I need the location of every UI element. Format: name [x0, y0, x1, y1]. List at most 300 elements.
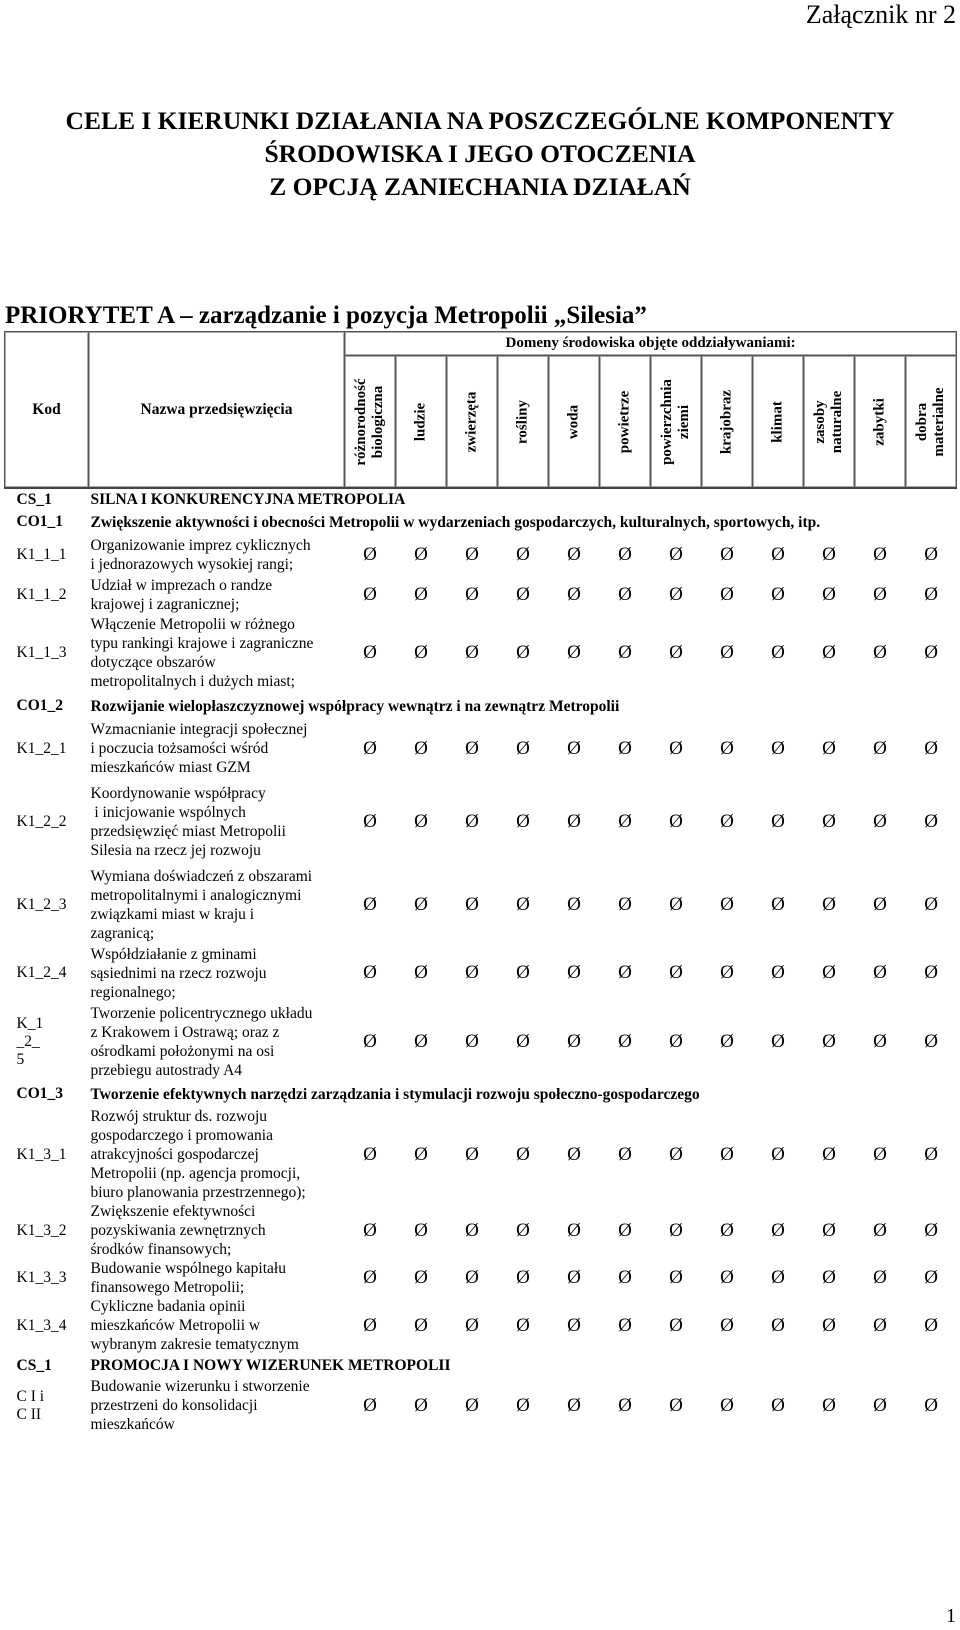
measure-name — [89, 1003, 345, 1081]
table-row — [5, 777, 957, 867]
no-impact-mark: Ø — [873, 1267, 887, 1288]
row-code: K1_3_3 — [16, 1269, 67, 1286]
no-impact-mark: Ø — [363, 811, 377, 832]
no-impact-mark: Ø — [618, 1394, 632, 1416]
table-row — [5, 867, 957, 943]
domain-label-line: biologiczna — [370, 385, 386, 458]
no-impact-mark: Ø — [771, 544, 785, 565]
no-impact-mark: Ø — [414, 1031, 428, 1052]
no-impact-mark: Ø — [720, 811, 734, 832]
no-impact-mark: Ø — [669, 1394, 683, 1416]
no-impact-mark: Ø — [822, 1314, 836, 1336]
domain-header-9 — [804, 356, 855, 489]
no-impact-mark: Ø — [924, 544, 938, 565]
measure-name — [89, 1202, 345, 1259]
domain-label-line: zasoby — [812, 399, 828, 444]
no-impact-mark: Ø — [618, 544, 632, 565]
domain-label-line: krajobraz — [718, 389, 735, 454]
no-impact-mark: Ø — [414, 811, 428, 832]
no-impact-mark: Ø — [924, 737, 938, 759]
no-impact-mark: Ø — [618, 737, 632, 759]
row-code: K1_2_2 — [16, 813, 67, 830]
no-impact-mark: Ø — [720, 1314, 734, 1336]
measure-name-line: typu rankingi krajowe i zagraniczne — [90, 635, 314, 652]
measure-name-line: Metropolii (np. agencja promocji, — [90, 1165, 301, 1182]
measure-name-line: z Krakowem i Ostrawą; oraz z — [90, 1024, 280, 1041]
no-impact-mark: Ø — [771, 737, 785, 759]
no-impact-mark: Ø — [414, 1394, 428, 1416]
measure-name — [89, 777, 345, 867]
no-impact-mark: Ø — [924, 811, 938, 832]
no-impact-mark: Ø — [822, 894, 836, 915]
no-impact-mark: Ø — [822, 544, 836, 565]
no-impact-mark: Ø — [873, 1219, 887, 1241]
no-impact-mark: Ø — [363, 1031, 377, 1052]
no-impact-mark: Ø — [465, 811, 479, 832]
no-impact-mark: Ø — [567, 894, 581, 915]
no-impact-mark: Ø — [771, 1031, 785, 1052]
no-impact-mark: Ø — [669, 544, 683, 565]
no-impact-mark: Ø — [414, 894, 428, 915]
measure-name-line: i poczucia tożsamości wśród — [90, 740, 269, 757]
no-impact-mark: Ø — [567, 642, 581, 663]
no-impact-mark: Ø — [363, 1314, 377, 1336]
no-impact-mark: Ø — [720, 1219, 734, 1241]
no-impact-mark: Ø — [363, 1394, 377, 1416]
no-impact-mark: Ø — [924, 1314, 938, 1336]
row-code: CS_1 — [16, 490, 52, 508]
document-title — [0, 104, 960, 203]
table-row — [5, 1259, 957, 1297]
measure-name-line: i inicjowanie wspólnych — [90, 804, 246, 821]
measure-name-line: mieszkańców miast GZM — [90, 759, 251, 776]
no-impact-mark: Ø — [363, 544, 377, 565]
domain-label-line: naturalne — [829, 390, 845, 453]
domain-label — [770, 401, 787, 443]
measure-name-line: Silesia na rzecz jej rozwoju — [90, 842, 261, 859]
measure-name — [89, 576, 345, 614]
row-code: K1_1_1 — [16, 546, 67, 563]
section-row — [5, 1081, 957, 1107]
title-line-1: CELE I KIERUNKI DZIAŁANIA NA POSZCZEGÓLNE KOMPONENTY — [65, 106, 895, 135]
no-impact-mark: Ø — [465, 1267, 479, 1288]
no-impact-mark: Ø — [618, 1143, 632, 1165]
measure-name-line: gospodarczego i promowania — [90, 1127, 273, 1144]
no-impact-mark: Ø — [771, 1143, 785, 1165]
no-impact-mark: Ø — [822, 642, 836, 663]
measure-name — [89, 1297, 345, 1354]
domain-label-line: różnorodność — [353, 377, 369, 466]
no-impact-mark: Ø — [822, 1394, 836, 1416]
measure-name-line: zagranicą; — [90, 925, 155, 942]
no-impact-mark: Ø — [567, 1143, 581, 1165]
domain-header-11 — [906, 356, 957, 489]
measure-name-line: Tworzenie policentrycznego układu — [90, 1005, 313, 1022]
no-impact-mark: Ø — [567, 1314, 581, 1336]
row-code: CS_1 — [16, 1356, 52, 1374]
table-row — [5, 1377, 957, 1434]
no-impact-mark: Ø — [669, 1219, 683, 1241]
row-code: CO1_3 — [16, 1085, 63, 1102]
measure-name-line: krajowej i zagranicznej; — [90, 596, 240, 613]
domain-header-8 — [753, 356, 804, 489]
no-impact-mark: Ø — [720, 642, 734, 663]
no-impact-mark: Ø — [822, 1267, 836, 1288]
no-impact-mark: Ø — [720, 962, 734, 983]
domain-header-10 — [855, 356, 906, 489]
table-row — [5, 1003, 957, 1081]
no-impact-mark: Ø — [669, 962, 683, 983]
section-row — [5, 1354, 957, 1377]
no-impact-mark: Ø — [720, 737, 734, 759]
no-impact-mark: Ø — [567, 1031, 581, 1052]
row-code: K1_3_4 — [16, 1316, 67, 1334]
no-impact-mark: Ø — [414, 1143, 428, 1165]
measure-name-line: atrakcyjności gospodarczej — [90, 1146, 259, 1163]
no-impact-mark: Ø — [669, 1314, 683, 1336]
table-row — [5, 1107, 957, 1202]
no-impact-mark: Ø — [873, 962, 887, 983]
no-impact-mark: Ø — [465, 642, 479, 663]
no-impact-mark: Ø — [924, 1219, 938, 1241]
measure-name-line: regionalnego; — [90, 983, 176, 1001]
domain-label-line: materialne — [931, 386, 948, 457]
domain-label-line: ziemi — [676, 404, 692, 439]
measure-name-line: przedsięwzięć miast Metropolii — [90, 823, 286, 840]
measure-name-line: mieszkańców Metropolii w — [90, 1317, 261, 1334]
domain-header-5 — [600, 356, 651, 489]
no-impact-mark: Ø — [618, 811, 632, 832]
domain-label — [872, 398, 889, 446]
no-impact-mark: Ø — [363, 894, 377, 915]
no-impact-mark: Ø — [924, 1031, 938, 1052]
no-impact-mark: Ø — [720, 1143, 734, 1165]
no-impact-mark: Ø — [465, 584, 479, 605]
measure-name-line: Wzmacnianie integracji społecznej — [90, 721, 308, 738]
row-code: CO1_1 — [16, 513, 63, 530]
measure-name-line: ośrodkami położonymi na osi — [90, 1043, 275, 1060]
measure-name-line: Włączenie Metropolii w różnego — [90, 616, 295, 633]
measure-name-line: metropolitalnych i dużych miast; — [90, 673, 295, 690]
measure-name-line: biuro planowania przestrzennego); — [90, 1184, 306, 1201]
no-impact-mark: Ø — [720, 894, 734, 915]
domain-header-2 — [447, 356, 498, 489]
domain-label-line: powierzchnia — [659, 378, 675, 465]
measure-name-line: i jednorazowych wysokiej rangi; — [90, 556, 294, 573]
table-row — [5, 534, 957, 576]
row-code: K1_3_2 — [16, 1221, 67, 1239]
no-impact-mark: Ø — [465, 1219, 479, 1241]
no-impact-mark: Ø — [618, 1314, 632, 1336]
no-impact-mark: Ø — [567, 962, 581, 983]
no-impact-mark: Ø — [771, 894, 785, 915]
no-impact-mark: Ø — [873, 1143, 887, 1165]
measure-name-line: Koordynowanie współpracy — [90, 785, 266, 802]
no-impact-mark: Ø — [720, 544, 734, 565]
no-impact-mark: Ø — [873, 737, 887, 759]
priority-heading: PRIORYTET A – zarządzanie i pozycja Metropolii „Silesia” — [5, 302, 647, 329]
domain-header-7 — [702, 356, 753, 489]
domain-header-4 — [549, 356, 600, 489]
no-impact-mark: Ø — [516, 1143, 530, 1165]
no-impact-mark: Ø — [465, 1394, 479, 1416]
measure-name-line: Cykliczne badania opinii — [90, 1298, 246, 1315]
page-number: 1 — [946, 1605, 956, 1627]
measure-name-line: Rozwój struktur ds. rozwoju — [90, 1108, 268, 1125]
no-impact-mark: Ø — [516, 1314, 530, 1336]
no-impact-mark: Ø — [516, 1031, 530, 1052]
domain-label — [464, 391, 481, 452]
table-row — [5, 943, 957, 1003]
domain-header-1 — [396, 356, 447, 489]
no-impact-mark: Ø — [873, 1031, 887, 1052]
no-impact-mark: Ø — [924, 1267, 938, 1288]
measure-name-line: Współdziałanie z gminami — [90, 945, 257, 963]
no-impact-mark: Ø — [567, 1219, 581, 1241]
domain-header-6 — [651, 356, 702, 489]
table-row — [5, 1202, 957, 1259]
no-impact-mark: Ø — [567, 1394, 581, 1416]
no-impact-mark: Ø — [516, 1394, 530, 1416]
domain-label — [719, 389, 736, 453]
measure-name-line: finansowego Metropolii; — [90, 1279, 245, 1296]
measure-name — [89, 614, 345, 692]
domain-label — [413, 402, 430, 440]
section-title: Rozwijanie wielopłaszczyznowej współpracy wewnątrz i na zewnątrz Metropolii — [90, 697, 620, 715]
measure-name-line: Budowanie wspólnego kapitału — [90, 1260, 286, 1277]
no-impact-mark: Ø — [465, 962, 479, 983]
no-impact-mark: Ø — [618, 642, 632, 663]
no-impact-mark: Ø — [720, 1031, 734, 1052]
no-impact-mark: Ø — [618, 1031, 632, 1052]
row-code: CO1_2 — [16, 697, 63, 714]
section-title: PROMOCJA I NOWY WIZERUNEK METROPOLII — [90, 1357, 451, 1374]
no-impact-mark: Ø — [465, 894, 479, 915]
no-impact-mark: Ø — [516, 642, 530, 663]
no-impact-mark: Ø — [618, 894, 632, 915]
section-title: SILNA I KONKURENCYJNA METROPOLIA — [90, 491, 406, 508]
domain-label-line: rośliny — [514, 399, 531, 444]
no-impact-mark: Ø — [516, 962, 530, 983]
no-impact-mark: Ø — [873, 544, 887, 565]
domain-label — [617, 390, 634, 452]
row-code: K1_3_1 — [16, 1145, 67, 1163]
no-impact-mark: Ø — [618, 584, 632, 605]
no-impact-mark: Ø — [618, 962, 632, 983]
section-row — [5, 488, 957, 510]
no-impact-mark: Ø — [618, 1219, 632, 1241]
title-line-3: Z OPCJĄ ZANIECHANIA DZIAŁAŃ — [269, 172, 691, 201]
no-impact-mark: Ø — [414, 1219, 428, 1241]
measure-name-line: Organizowanie imprez cyklicznych — [90, 537, 311, 554]
no-impact-mark: Ø — [465, 737, 479, 759]
no-impact-mark: Ø — [771, 811, 785, 832]
domain-label — [914, 387, 948, 456]
no-impact-mark: Ø — [567, 737, 581, 759]
domain-label-line: zwierzęta — [463, 391, 480, 452]
no-impact-mark: Ø — [465, 1143, 479, 1165]
no-impact-mark: Ø — [720, 584, 734, 605]
domain-label — [659, 379, 693, 465]
row-code: K1_1_2 — [16, 586, 67, 603]
no-impact-mark: Ø — [669, 894, 683, 915]
domain-label — [566, 404, 583, 438]
no-impact-mark: Ø — [822, 1031, 836, 1052]
no-impact-mark: Ø — [822, 1219, 836, 1241]
table-row — [5, 576, 957, 614]
no-impact-mark: Ø — [669, 811, 683, 832]
no-impact-mark: Ø — [822, 811, 836, 832]
measure-name — [89, 534, 345, 576]
no-impact-mark: Ø — [465, 1314, 479, 1336]
measure-name — [89, 867, 345, 943]
no-impact-mark: Ø — [414, 584, 428, 605]
no-impact-mark: Ø — [873, 642, 887, 663]
section-title: Tworzenie efektywnych narzędzi zarządzania i stymulacji rozwoju społeczno-gospodarczego — [90, 1085, 700, 1103]
row-code: K1_2_3 — [16, 896, 67, 913]
column-header-name: Nazwa przedsięwzięcia — [89, 332, 345, 489]
no-impact-mark: Ø — [618, 1267, 632, 1288]
no-impact-mark: Ø — [414, 544, 428, 565]
no-impact-mark: Ø — [771, 642, 785, 663]
no-impact-mark: Ø — [669, 1143, 683, 1165]
section-row — [5, 692, 957, 720]
measure-name-line: Udział w imprezach o randze — [90, 577, 273, 594]
no-impact-mark: Ø — [873, 1314, 887, 1336]
domain-label-line: powietrze — [616, 390, 633, 453]
table-row — [5, 720, 957, 777]
domain-header-0 — [345, 356, 396, 489]
no-impact-mark: Ø — [822, 962, 836, 983]
no-impact-mark: Ø — [771, 1267, 785, 1288]
measure-name-line: dotyczące obszarów — [90, 654, 216, 671]
measure-name-line: związkami miast w kraju i — [90, 906, 255, 923]
measures-table — [4, 331, 957, 1434]
domain-header-3 — [498, 356, 549, 489]
no-impact-mark: Ø — [822, 737, 836, 759]
measure-name-line: sąsiednimi na rzecz rozwoju — [90, 964, 267, 982]
measure-name — [89, 720, 345, 777]
domain-label — [353, 378, 387, 465]
no-impact-mark: Ø — [822, 1143, 836, 1165]
no-impact-mark: Ø — [567, 1267, 581, 1288]
no-impact-mark: Ø — [873, 811, 887, 832]
no-impact-mark: Ø — [516, 894, 530, 915]
measure-name-line: Zwiększenie efektywności — [90, 1203, 256, 1220]
domain-label-line: ludzie — [412, 402, 429, 441]
no-impact-mark: Ø — [363, 584, 377, 605]
measure-name — [89, 1107, 345, 1202]
row-code: K1_2_4 — [16, 964, 67, 981]
measure-name-line: mieszkańców — [90, 1416, 175, 1433]
domains-header: Domeny środowiska objęte oddziaływaniami: — [345, 332, 957, 356]
no-impact-mark: Ø — [567, 584, 581, 605]
measure-name-line: przestrzeni do konsolidacji — [90, 1397, 258, 1414]
domain-label — [812, 390, 846, 453]
domain-label-line: woda — [565, 404, 582, 439]
no-impact-mark: Ø — [363, 737, 377, 759]
no-impact-mark: Ø — [516, 811, 530, 832]
no-impact-mark: Ø — [567, 811, 581, 832]
no-impact-mark: Ø — [669, 584, 683, 605]
no-impact-mark: Ø — [873, 894, 887, 915]
no-impact-mark: Ø — [873, 1394, 887, 1416]
no-impact-mark: Ø — [924, 894, 938, 915]
no-impact-mark: Ø — [924, 584, 938, 605]
no-impact-mark: Ø — [465, 544, 479, 565]
measure-name-line: Wymiana doświadczeń z obszarami — [90, 868, 313, 885]
domain-label-line: dobra — [914, 402, 931, 441]
measure-name-line: środków finansowych; — [90, 1241, 232, 1258]
table-row — [5, 1297, 957, 1354]
no-impact-mark: Ø — [465, 1031, 479, 1052]
no-impact-mark: Ø — [771, 1219, 785, 1241]
row-code: K_1_2_ 5 — [16, 1015, 44, 1068]
no-impact-mark: Ø — [669, 1031, 683, 1052]
no-impact-mark: Ø — [363, 1267, 377, 1288]
no-impact-mark: Ø — [669, 1267, 683, 1288]
measure-name-line: przebiegu autostrady A4 — [90, 1062, 243, 1079]
measure-name-line: metropolitalnymi i analogicznymi — [90, 887, 302, 904]
no-impact-mark: Ø — [669, 737, 683, 759]
no-impact-mark: Ø — [516, 1219, 530, 1241]
no-impact-mark: Ø — [363, 1219, 377, 1241]
measure-name — [89, 1377, 345, 1434]
measure-name-line: wybranym zakresie tematycznym — [90, 1336, 299, 1353]
no-impact-mark: Ø — [822, 584, 836, 605]
column-header-code: Kod — [5, 332, 89, 489]
no-impact-mark: Ø — [414, 737, 428, 759]
domain-label-line: zabytki — [871, 397, 888, 446]
no-impact-mark: Ø — [516, 1267, 530, 1288]
domain-label-line: klimat — [769, 400, 786, 443]
no-impact-mark: Ø — [924, 962, 938, 983]
attachment-label: Załącznik nr 2 — [805, 0, 956, 29]
no-impact-mark: Ø — [720, 1267, 734, 1288]
no-impact-mark: Ø — [720, 1394, 734, 1416]
no-impact-mark: Ø — [771, 1394, 785, 1416]
table-row — [5, 614, 957, 692]
row-code: K1_2_1 — [16, 739, 67, 757]
no-impact-mark: Ø — [414, 642, 428, 663]
measure-name — [89, 943, 345, 1003]
no-impact-mark: Ø — [516, 737, 530, 759]
no-impact-mark: Ø — [771, 584, 785, 605]
no-impact-mark: Ø — [924, 1394, 938, 1416]
no-impact-mark: Ø — [771, 1314, 785, 1336]
section-row — [5, 510, 957, 534]
no-impact-mark: Ø — [567, 544, 581, 565]
no-impact-mark: Ø — [873, 584, 887, 605]
section-title: Zwiększenie aktywności i obecności Metropolii w wydarzeniach gospodarczych, kulturalnych, sportowych, itp. — [90, 513, 821, 531]
no-impact-mark: Ø — [924, 1143, 938, 1165]
measure-name-line: pozyskiwania zewnętrznych — [90, 1222, 266, 1239]
no-impact-mark: Ø — [363, 1143, 377, 1165]
measure-name — [89, 1259, 345, 1297]
no-impact-mark: Ø — [414, 1314, 428, 1336]
no-impact-mark: Ø — [414, 1267, 428, 1288]
row-code: K1_1_3 — [16, 644, 67, 661]
domain-label — [515, 400, 532, 444]
no-impact-mark: Ø — [924, 642, 938, 663]
no-impact-mark: Ø — [414, 962, 428, 983]
measure-name-line: Budowanie wizerunku i stworzenie — [90, 1378, 310, 1395]
no-impact-mark: Ø — [363, 962, 377, 983]
no-impact-mark: Ø — [516, 544, 530, 565]
no-impact-mark: Ø — [363, 642, 377, 663]
no-impact-mark: Ø — [669, 642, 683, 663]
no-impact-mark: Ø — [516, 584, 530, 605]
